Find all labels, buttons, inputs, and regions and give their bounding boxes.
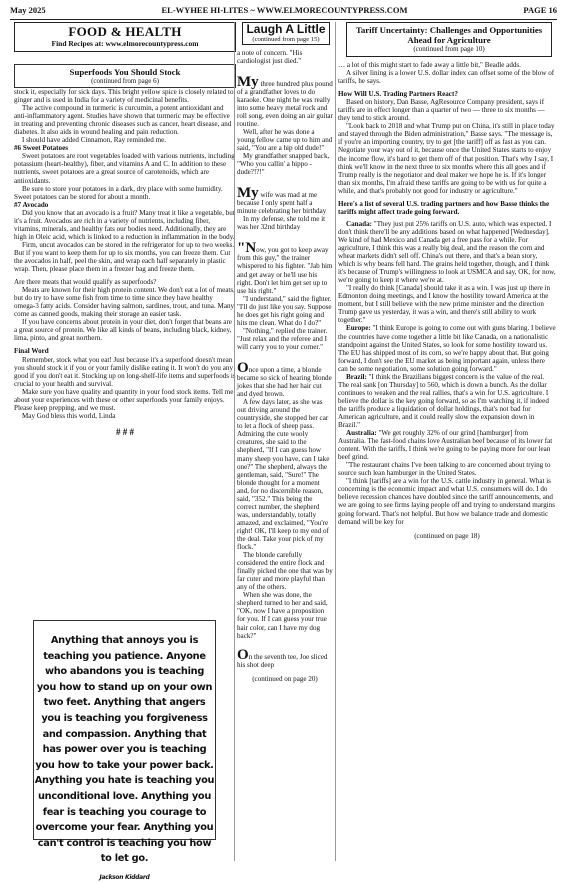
paragraph: Meats are known for their high protein content. We don't eat a lot of meats, but do try to have some fish from time to time since they have healthy omega-3 fatty acids. Consider having salmon, sardines, trout, and tuna. Many come as canned goods, making their storage an easier task.: [14, 286, 235, 319]
subheading: Here's a list of several U.S. trading partners and how Basse thinks the tariffs might affect trade going forward.: [338, 199, 550, 216]
laugh-continued-from: (continued from page 15): [252, 36, 320, 43]
page-number: PAGE 16: [523, 5, 557, 15]
country-label: Canada:: [346, 219, 373, 228]
superfoods-headline-box: [14, 64, 236, 88]
quote-text: Anything that annoys you is teaching you patience. Anyone who abandons you is teaching you how to stand up on your own two feet. Anything that angers you is teaching you forgiveness and compassion. Anything that has power over you is teaching you how to take your power back. Anything you hate is teaching you unconditional love. Anything you fear is teaching you courage to overcome your fear. Anything you can't control is teaching you how to let go.: [34, 635, 215, 865]
tariff-title: Tariff Uncertainty: Challenges and Opportunities Ahead for Agriculture: [355, 25, 543, 45]
paragraph: "I think [tariffs] are a win for the U.S. cattle industry in general. What is concerning is the economic impact and what U.S. consumers will do. I do believe recession chances have doubled since the tariff announcements, and we are going to see firms laying people off and trying to understand margins going forward. That's not helpful. But how we balance trade and domestic demand will be key for: [338, 477, 556, 526]
paragraph: "Look back to 2018 and what Trump put on China, it's still in place today and stayed through the Biden administration," Basse says. "The message is, if you're an importing country, try to get [the tariff] off as fast as you can. Negotiate your way out of it, because once the United States starts to enjoy the income flow, it's hard to get them off of that position. That's why I say, I think we'll know in the next three to six months where this all goes and if Trump really is the negotiator and deal maker we hope he is. If it's longer than six months, I'm afraid these tariffs are going to be with us for quite a while, and that's probably not good for industry or agriculture.": [338, 122, 555, 195]
issue-date: May 2025: [10, 5, 46, 15]
signoff: May God bless this world, Linda: [22, 411, 116, 420]
paragraph: a note of concern. "His cardiologist just died.": [237, 48, 303, 65]
country-label: Brazil:: [346, 372, 367, 381]
paragraph: The active compound in turmeric is curcumin, a potent antioxidant and anti-inflammatory agent. Studies have shown that turmeric may be effective in treating and preventing chronic diseases such as cancer, heart disease, and diabetes. It also aids in wound healing and pain reduction.: [14, 104, 232, 137]
section-title: FOOD & HEALTH: [68, 24, 182, 39]
paragraph: I should have added Cinnamon, Ray reminded me.: [22, 136, 167, 145]
paragraph: "I understand," said the fighter. "I'll do just like you say. Suppose he does get his right going and hits me clean. What do I do?": [237, 294, 332, 327]
paragraph: ow, you got to keep away from this guy," the trainer whispered to his fighter. "Jab him and get away or he'll use his right. Don't let him get set up to use his right.": [237, 246, 333, 295]
paragraph: A silver lining is a lower U.S. dollar index can offset some of the blow of tariffs, he says.: [338, 69, 555, 86]
paragraph: Remember, stock what you eat! Just because it's a superfood doesn't mean you should stock it if you or your family dislike eating it. It won't do you any good if you don't eat it. Stocking up on long-shelf-life items and superfoods is crucial to your health and survival.: [14, 355, 236, 388]
paragraph: My grandfather snapped back, "Who you callin' a hippo - dude?!?!": [237, 152, 330, 177]
paragraph: n the seventh tee, Joe sliced his shot deep: [237, 652, 328, 669]
column-divider: [234, 22, 235, 861]
continued-on: (continued on page 20): [252, 674, 318, 683]
paragraph: stock it, especially for sick days. This bright yellow spice is closely related to ginger and is used in India for a variety of medicinal benefits.: [14, 88, 234, 105]
paragraph: Sweet potatoes are root vegetables loaded with various nutrients, including potassium (heart-healthy), fiber, and vitamins A and C. In addition to these nutrients, sweet potatoes are a great source of carotenoids, which are antioxidants.: [14, 152, 235, 185]
section-header-box: [14, 22, 236, 52]
paragraph: … a lot of this might start to fade away a little bit," Beadle adds.: [338, 61, 521, 69]
drop-cap: O: [237, 646, 249, 663]
subheading: Final Word: [14, 347, 49, 356]
paragraph: Well, after he was done a young fellow came up to him and said, "You are a hip old dude!": [237, 127, 333, 152]
laugh-header-box: [242, 22, 330, 45]
superfoods-continued-from: (continued from page 6): [91, 77, 159, 85]
paragraph: "We get roughly 32% of our grind [hamburger] from Australia. The fast-food chains love Australian beef because of its lower fat content. With the tariffs, I think we're going to be paying more for our lean beef grind.: [338, 429, 553, 462]
paragraph: three hundred plus pound of a grandfather loves to do karaoke. One night he was really into some heavy metal rock and roll song, even doing an air guitar routine.: [237, 79, 333, 128]
paragraph: Make sure you have quality and quantity in your food stock items. Tell me about your experiences with these or other superfoods your family enjoys. Please keep prepping, and we must.: [14, 387, 234, 412]
tariff-continued-from: (continued from page 10): [413, 45, 485, 53]
paragraph: "The restaurant chains I've been talking to are concerned about trying to source such lean hamburger in the United States.: [338, 461, 551, 478]
laugh-title: Laugh A Little: [246, 22, 326, 36]
tariff-column: [338, 22, 556, 540]
country-label: Europe:: [346, 324, 371, 333]
drop-cap: "N: [237, 240, 257, 257]
paragraph: "Nothing," replied the trainer. "Just relax and the referee and I will carry you to your corner.": [237, 326, 328, 351]
subheading: #6 Sweet Potatoes: [14, 144, 68, 153]
paragraph: wife was mad at me because I only spent half a minute celebrating her birthday: [237, 191, 327, 216]
paragraph: Be sure to store your potatoes in a dark, dry place with some humidity. Sweet potatoes can be stored for about a month.: [14, 184, 223, 201]
paragraph: "They just put 25% tariffs on U.S. auto, which was expected. I don't think there'll be any additions based on what happened [Wednesday]. We kind of had Mexico and Canada get a free pass for a while. For agriculture, I think this was a really big deal, and the reason the corn and wheat markets didn't sell off. China's out there, and that's a bean story, which is why beans fell hard. The grains held together, though, and I think it's because of Trump's willingness to look at USMCA and say, OK, for now, we're going to keep it where we're at.: [338, 219, 556, 285]
paragraph: Did you know that an avocado is a fruit? Many treat it like a vegetable, but it's a fruit. Avocados are rich in a variety of nutrients, including fiber, vitamins, minerals, and healthy fats our bodies need. Additionally, they are high in Oleic acid, which is linked to a reduction in inflammation in the body.: [14, 208, 235, 241]
section-subtitle: Find Recipes at: www.elmorecountypress.com: [51, 39, 199, 48]
paragraph: Are there meats that would qualify as superfoods?: [14, 278, 157, 287]
paragraph: When she was done, the shepherd turned to her and said, "OK, now I have a proposition for you. If I can guess your true hair color, can I have my dog back?": [237, 591, 328, 640]
superfoods-column: [14, 22, 236, 436]
superfoods-title: Superfoods You Should Stock: [69, 67, 181, 77]
subheading: How Will U.S. Trading Partners React?: [338, 90, 458, 99]
paragraph: If you have concerns about protein in your diet, don't forget that beans are a great source of protein. We like all kinds of beans, including black, kidney, lima, pinto, and great northern.: [14, 318, 232, 343]
country-label: Australia:: [346, 429, 377, 438]
paragraph: "I think Europe is going to come out with guns blaring. I believe the countries have come together a little bit like Canada, on a nationalistic standpoint against the United States, so look for some hostility toward us. The EU has shipped most of its corn, so we're happy about that. But going forward, I don't see the EU market as being important again, unless there can be some negotiation, some solution going forward.": [338, 324, 556, 373]
drop-cap: My: [237, 185, 259, 202]
paragraph: Based on history, Dan Basse, AgResource Company president, says if tariffs are in effect longer than a quarter of two — three to six months — they tend to stick around.: [338, 98, 545, 123]
laugh-column: [237, 22, 333, 683]
tariff-header-box: [346, 22, 552, 57]
continued-on: (continued on page 18): [414, 531, 480, 540]
paragraph: "I think the Brazilians biggest concern is the value of the real. The real sank [on Thursday] to 560, which is down a bunch. As the dollar continues to weaken and the real rallies, that's a win for U.S. agriculture. I believe the dollar is the key going forward, so as I'm watching it, if indeed the tariffs produce a liquidation of dollar holdings, that's not bad for American agriculture, and it could really slow the expansion down in Brazil.": [338, 372, 549, 430]
end-mark: # # #: [116, 426, 134, 437]
paragraph: In my defense, she told me it was her 32nd birthday: [237, 215, 326, 232]
column-divider: [335, 22, 336, 861]
paragraph: nce upon a time, a blonde became so sick of hearing blonde jokes that she had her hair cut and dyed brown.: [237, 366, 332, 399]
subheading: #7 Avocado: [14, 200, 49, 209]
quote-attribution: Jackson Kiddard: [99, 873, 150, 881]
paragraph: "I really do think [Canada] should take it as a win. I was just up there in Edmonton doing meetings, and I know the hostility toward America at the moment, but I still believe with the new prime minister and the direction Trump gave us yesterday, it was a win, and there's still ability to work together.": [338, 284, 551, 325]
drop-cap: My: [237, 73, 259, 90]
paragraph: The blonde carefully considered the entire flock and finally picked the one that was by far cuter and more playful than any of the others.: [237, 551, 333, 592]
quote-box: [33, 620, 216, 881]
paragraph: Firm, uncut avocados can be stored in the refrigerator for up to two weeks. But if you want to keep them for up to six months, you can freeze them. Cut the avocados in half, peel the skin, and wrap each half separately in plastic wrap. Then, please place them in a freezer bag and freeze them.: [14, 240, 235, 274]
page-header: [10, 5, 557, 20]
masthead: EL-WYHEE HI-LITES ~ WWW.ELMORECOUNTYPRESS.COM: [161, 5, 408, 15]
paragraph: A few days later, as she was out driving around the countryside, she stopped her car to let a flock of sheep pass. Admiring the cute wooly creatures, she said to the shepherd, "If I can guess how many sheep you have, can I take one?" The shepherd, always the gentleman, said, "Sure!" The blonde thought for a moment and, for no discernible reason, said, "352." This being the correct number, the shepherd was, understandably, totally amazed, and exclaimed, "You're right! OK, I'll keep to my end of the deal. Take your pick of my flock.": [237, 398, 330, 552]
drop-cap: O: [237, 360, 249, 376]
